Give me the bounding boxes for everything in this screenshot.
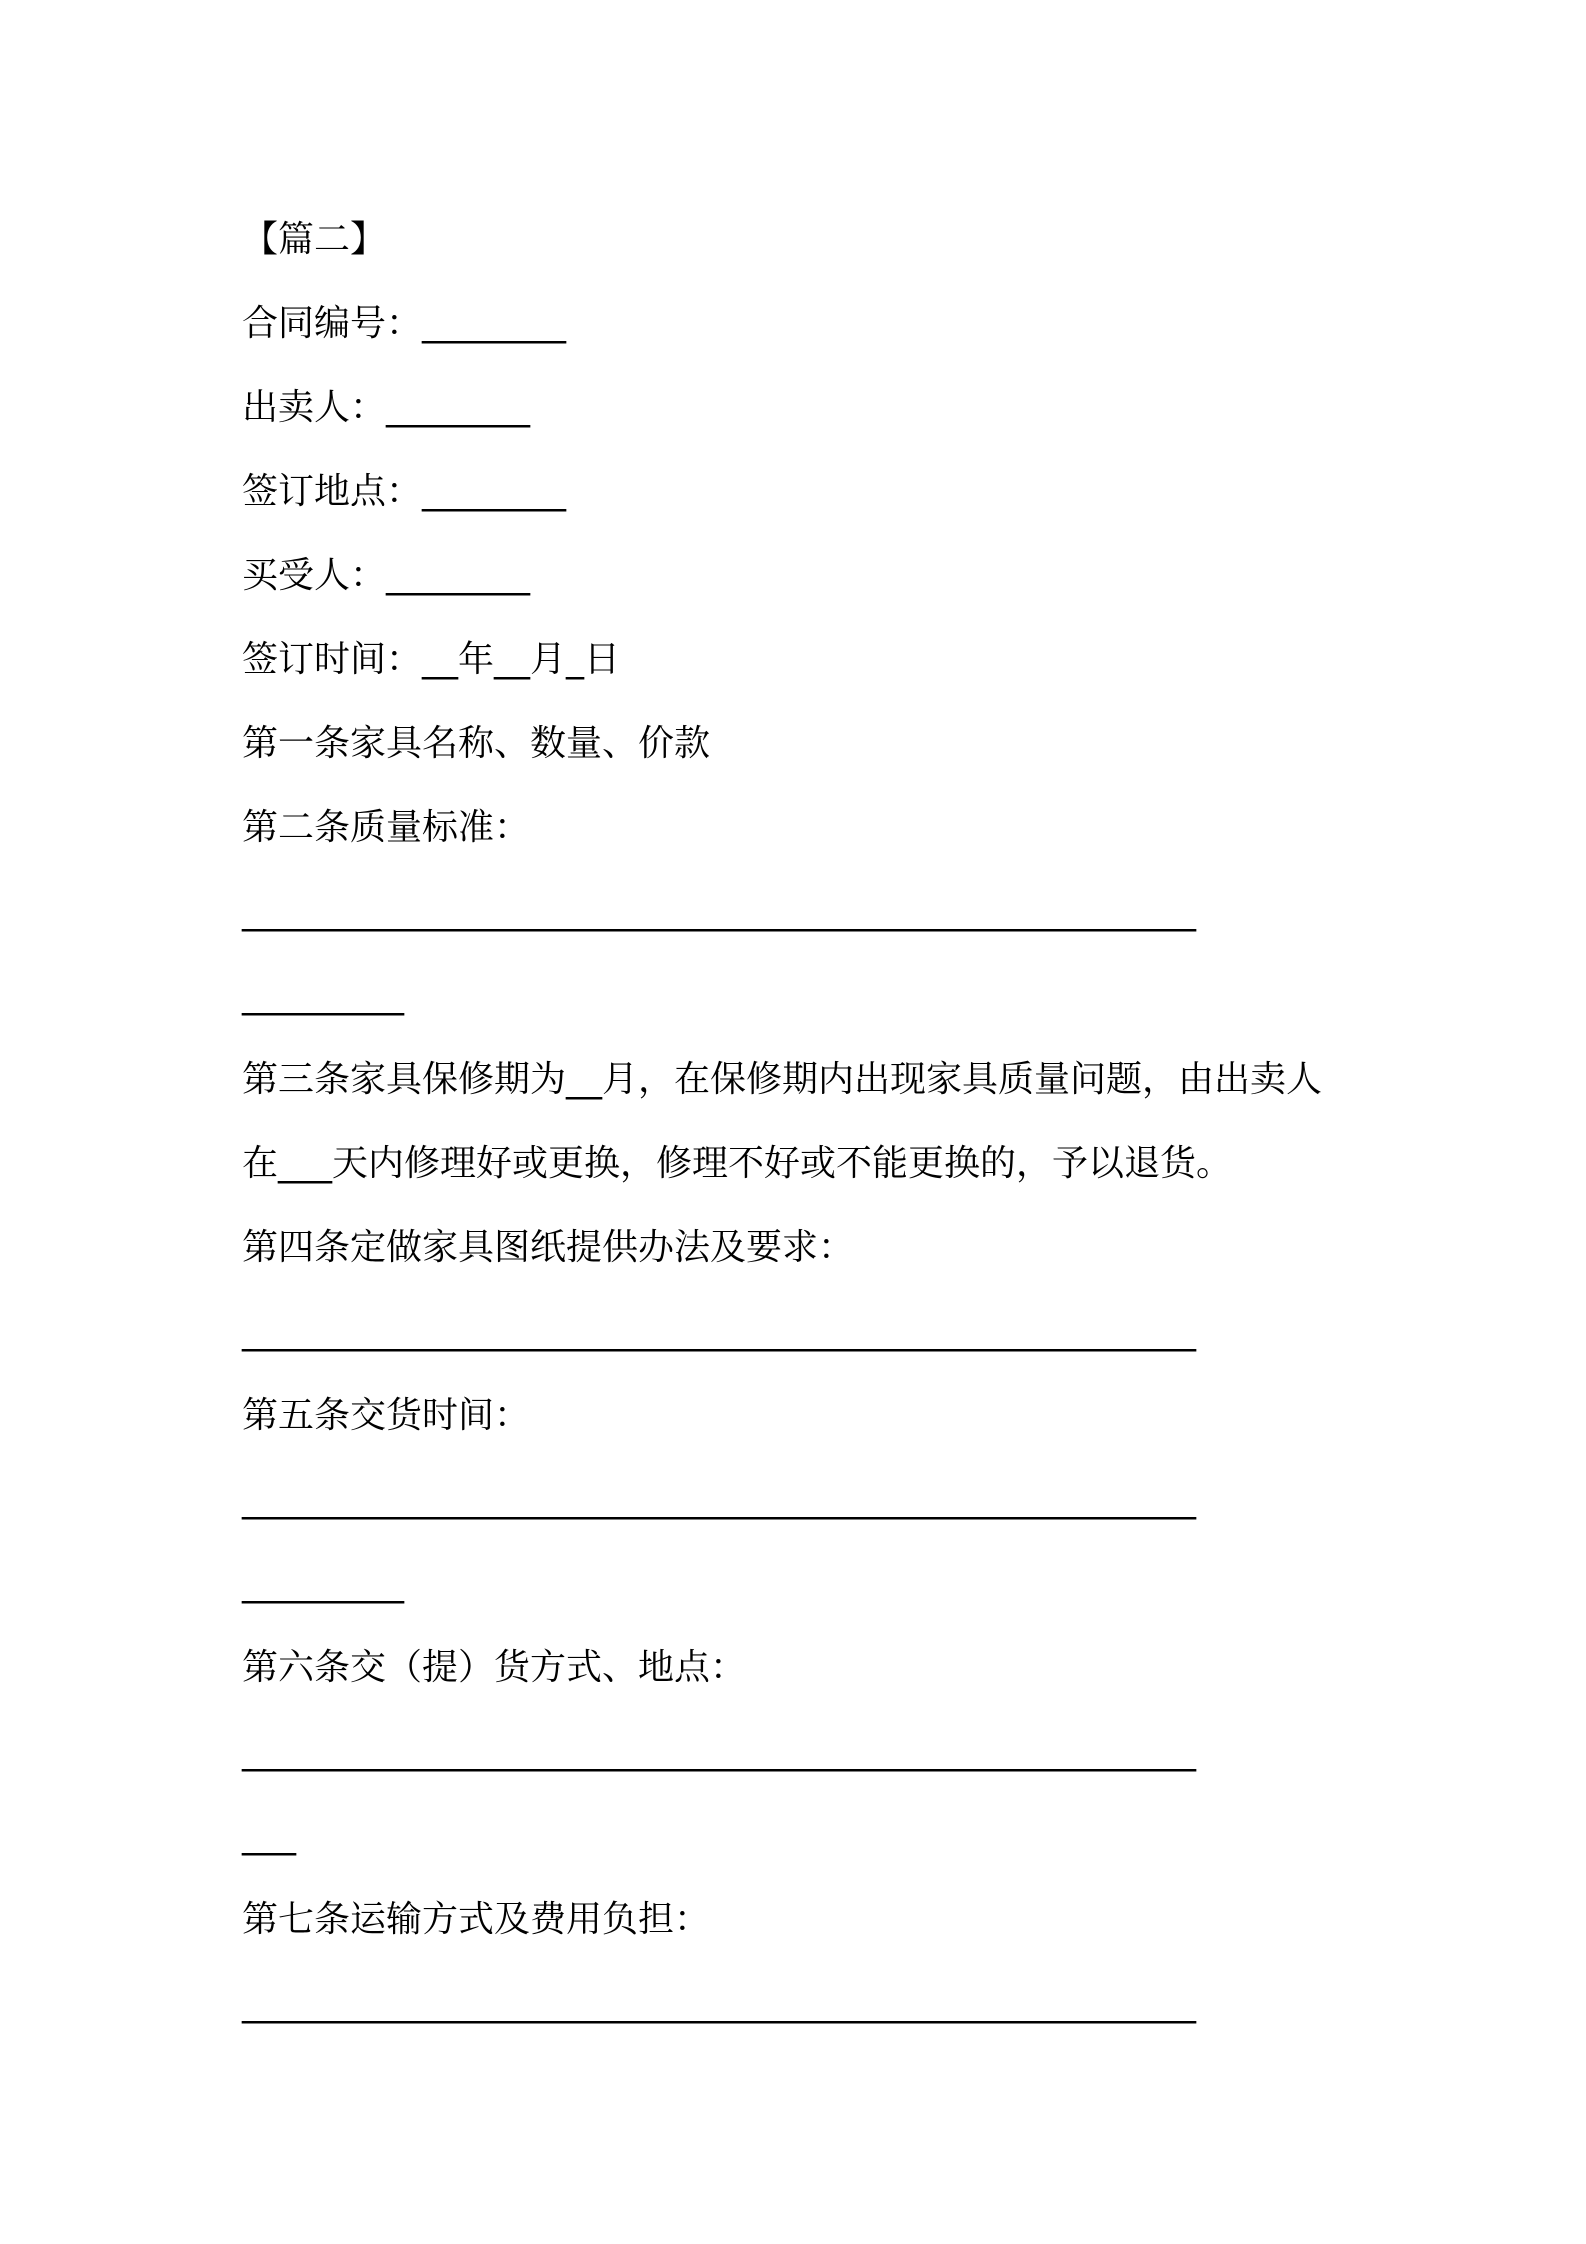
article-2-title: 第二条质量标准： — [242, 807, 531, 848]
article-2-blank-line-short: _________ — [242, 975, 404, 1016]
article-5-blank-line-short: _________ — [242, 1563, 404, 1604]
article-5-blank-line: _____________________________________________________ — [242, 1479, 1196, 1520]
seller-field: 出卖人：________ — [242, 387, 531, 428]
buyer-field: 买受人：________ — [242, 555, 531, 596]
article-1: 第一条家具名称、数量、价款 — [242, 723, 711, 764]
article-6-title: 第六条交（提）货方式、地点： — [242, 1647, 747, 1688]
signing-time-field: 签订时间：__年__月_日 — [242, 639, 621, 680]
article-4-blank-line: _____________________________________________________ — [242, 1311, 1196, 1352]
signing-place-field: 签订地点：________ — [242, 471, 567, 512]
article-7-blank-line: _____________________________________________________ — [242, 1983, 1196, 2024]
contract-body — [242, 198, 1362, 2046]
article-6-blank-line: _____________________________________________________ — [242, 1731, 1196, 1772]
article-3-line-1: 第三条家具保修期为__月，在保修期内出现家具质量问题，由出卖人 — [242, 1059, 1323, 1100]
article-6-blank-line-short: ___ — [242, 1815, 296, 1856]
article-4-title: 第四条定做家具图纸提供办法及要求： — [242, 1227, 855, 1268]
article-2-blank-line: _____________________________________________________ — [242, 891, 1196, 932]
article-7-title: 第七条运输方式及费用负担： — [242, 1899, 711, 1940]
contract-number-field: 合同编号：________ — [242, 303, 567, 344]
section-heading: 【篇二】 — [242, 219, 387, 260]
article-5-title: 第五条交货时间： — [242, 1395, 531, 1436]
article-3-line-2: 在___天内修理好或更换，修理不好或不能更换的，予以退货。 — [242, 1143, 1233, 1184]
